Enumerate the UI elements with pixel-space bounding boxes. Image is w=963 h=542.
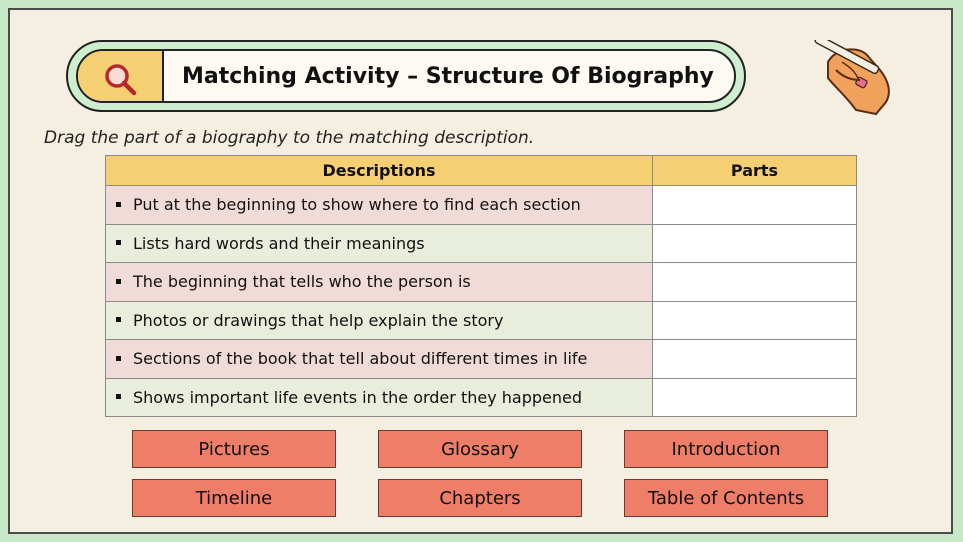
part-drop-zone[interactable] — [653, 301, 857, 340]
bullet-icon — [116, 317, 121, 322]
magnifier-icon — [102, 61, 138, 97]
bullet-icon — [116, 394, 121, 399]
instruction-text: Drag the part of a biography to the matching description. — [44, 128, 535, 148]
hand-writing-icon — [806, 40, 896, 120]
option-chip-timeline[interactable]: Timeline — [132, 479, 336, 517]
part-drop-zone[interactable] — [653, 224, 857, 263]
option-chip-introduction[interactable]: Introduction — [624, 430, 828, 468]
description-text: Put at the beginning to show where to find each section — [133, 195, 581, 215]
option-chip-glossary[interactable]: Glossary — [378, 430, 582, 468]
parts-header: Parts — [653, 156, 857, 186]
table-row — [106, 263, 857, 302]
bullet-icon — [116, 202, 121, 207]
description-cell — [106, 224, 653, 263]
title-banner — [66, 40, 746, 112]
matching-table — [105, 155, 857, 417]
description-cell — [106, 301, 653, 340]
table-row — [106, 186, 857, 225]
description-cell — [106, 263, 653, 302]
bullet-icon — [116, 240, 121, 245]
part-drop-zone[interactable] — [653, 186, 857, 225]
description-cell — [106, 340, 653, 379]
description-text: Sections of the book that tell about different times in life — [133, 349, 588, 369]
table-row — [106, 378, 857, 417]
title-inner — [76, 49, 736, 103]
description-text: The beginning that tells who the person is — [133, 272, 471, 292]
page-title: Matching Activity – Structure Of Biography — [182, 63, 714, 89]
description-text: Lists hard words and their meanings — [133, 233, 425, 253]
table-header-row — [106, 156, 857, 186]
descriptions-header: Descriptions — [106, 156, 653, 186]
title-icon-box — [78, 51, 164, 101]
option-chip-chapters[interactable]: Chapters — [378, 479, 582, 517]
part-drop-zone[interactable] — [653, 378, 857, 417]
table-row — [106, 340, 857, 379]
option-chip-pictures[interactable]: Pictures — [132, 430, 336, 468]
part-drop-zone[interactable] — [653, 340, 857, 379]
table-row — [106, 224, 857, 263]
description-cell — [106, 186, 653, 225]
part-drop-zone[interactable] — [653, 263, 857, 302]
table-row — [106, 301, 857, 340]
option-chip-table-of-contents[interactable]: Table of Contents — [624, 479, 828, 517]
description-cell — [106, 378, 653, 417]
description-text: Shows important life events in the order they happened — [133, 387, 582, 407]
bullet-icon — [116, 279, 121, 284]
description-text: Photos or drawings that help explain the story — [133, 310, 504, 330]
bullet-icon — [116, 356, 121, 361]
